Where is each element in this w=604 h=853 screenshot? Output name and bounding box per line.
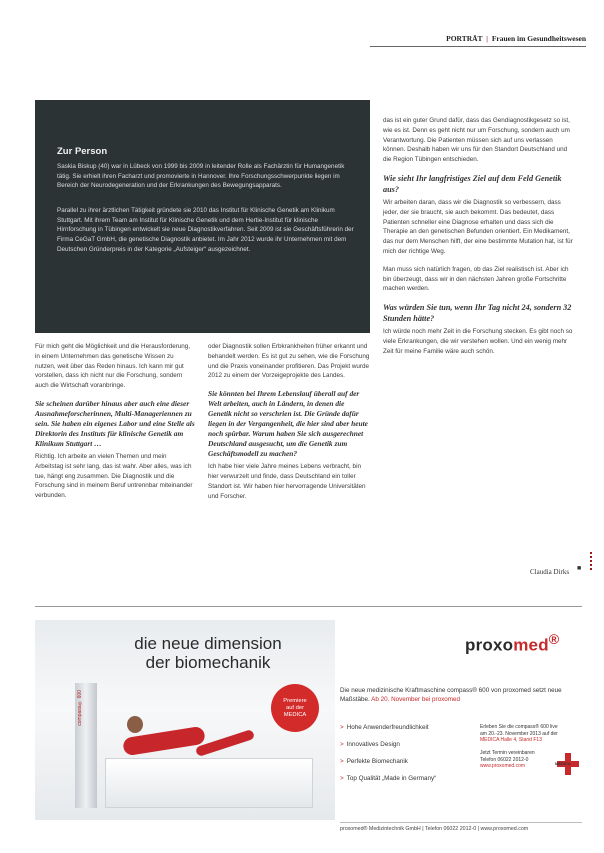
arrow-icon: > bbox=[340, 741, 344, 748]
article-column-2 bbox=[208, 342, 370, 509]
infobox-paragraph: Parallel zu ihrer ärztlichen Tätigkeit gründete sie 2010 das Institut für Klinische Genetik am Klinikum Stuttgart. Mit ihrem Team am Institut für Klinische Genetik und dem Hertie-Institut für klinische Hirnforschung in Tübingen entwickelt sie neue Diagnostikverfahren. Seit 2009 ist sie Geschäftsführerin der Firma CeGaT GmbH, die genetische Diagnostik anbietet. Im Jahr 2012 wurde ihr Unternehmen mit dem Deutschen Gründerpreis in der Kategorie „Aufsteiger“ ausgezeichnet. bbox=[57, 207, 354, 253]
person-infobox bbox=[35, 100, 370, 333]
article-paragraph: Für mich geht die Möglichkeit und die Herausforderung, in einem Unternehmen das genetische Wissen zu nutzen, weit über das Reden hinaus. Ich kann mir gut vorstellen, dass ich nicht nur die Forschung, sondern auch die Wirtschaft voranbringe. bbox=[35, 343, 191, 390]
visit-line: Erleben Sie die compass® 600 live bbox=[480, 724, 558, 730]
article-paragraph: Ich würde noch mehr Zeit in die Forschung stecken. Es gibt noch so viele Erkrankungen, die wir verstehen wollen. Und ein wenig mehr Zeit für meine Familie wäre auch schön. bbox=[383, 328, 573, 355]
section-label: PORTRÄT bbox=[446, 34, 483, 43]
list-item bbox=[340, 758, 475, 765]
infobox-paragraph: Saskia Biskup (40) war in Lübeck von 1999 bis 2009 in leitender Rolle als Fachärztin für Humangenetik tätig. Sie erhielt ihren Facharzt und promovierte in Hannover. Ihre Forschungsschwerpunkte liegen im Bereich der Neurodegeneration und der Erkrankungen des Bewegungsapparats. bbox=[57, 163, 345, 190]
article-paragraph: Richtig. Ich arbeite an vielen Themen und mein Arbeitstag ist sehr lang, das ist wahr. Aber alles, was ich tue, hängt eng zusammen. Die Diagnostik und die Forschung sind in meinem Beruf untrennbar miteinander verbunden. bbox=[35, 452, 193, 500]
ad-photo bbox=[35, 620, 335, 820]
list-item-text: Top Qualität „Made in Germany“ bbox=[346, 775, 437, 782]
ad-intro bbox=[340, 686, 582, 704]
article-paragraph: Ich habe hier viele Jahre meines Lebens verbracht, bin hier verwurzelt und finde, dass Deutschland ein toller Standort ist. Wir haben hier hervorragende Universitäten und Forscher. bbox=[208, 463, 366, 500]
article-column-1 bbox=[35, 342, 195, 509]
arrow-icon: > bbox=[340, 775, 344, 782]
arrow-icon: > bbox=[340, 758, 344, 765]
header-separator: | bbox=[486, 34, 488, 43]
infobox-title: Zur Person bbox=[57, 146, 108, 157]
list-item-text: Perfekte Biomechanik bbox=[346, 758, 408, 765]
list-item-text: Innovatives Design bbox=[346, 741, 400, 748]
ad-headline bbox=[93, 634, 323, 672]
ad-intro-text: Die neue medizinische Kraftmaschine compass® 600 bbox=[340, 687, 490, 694]
article-paragraph: Man muss sich natürlich fragen, ob das Ziel realistisch ist. Aber ich bin überzeugt, dass wir in den nächsten Jahren große Fortschritte machen werden. bbox=[383, 265, 569, 293]
interview-question: Wie sieht Ihr langfristiges Ziel auf dem Feld Genetik aus? bbox=[383, 173, 562, 194]
appointment-info bbox=[480, 750, 552, 770]
ad-separator-rule bbox=[35, 606, 582, 607]
appointment-line: Jetzt Termin vereinbaren bbox=[480, 750, 535, 756]
ad-intro-highlight: Ab 20. November bei proxomed bbox=[371, 696, 461, 703]
cross-label: MEDICA bbox=[555, 761, 571, 766]
list-item-text: Hohe Anwenderfreundlichkeit bbox=[346, 724, 429, 731]
list-item bbox=[340, 724, 475, 731]
appointment-line: Telefon 06022 2012-0 bbox=[480, 756, 529, 763]
visit-info bbox=[480, 724, 582, 744]
badge-line: Premiere bbox=[283, 697, 307, 704]
advertisement[interactable] bbox=[35, 620, 582, 834]
end-mark: ■ bbox=[577, 565, 582, 572]
article-paragraph: das ist ein guter Grund dafür, dass das Gendiagnostikgesetz so ist, wie es ist. Denn es geht nicht nur um Forschung, sondern auch um Verantwortung. Die Patienten müssen sich auf uns verlassen können. Deshalb haben wir uns für den Standort Deutschland und die Region Tübingen entschieden. bbox=[383, 117, 570, 164]
appointment-link[interactable]: www.proxomed.com bbox=[480, 763, 526, 770]
ad-headline-line: die neue dimension bbox=[134, 634, 282, 653]
visit-line: am 20.-23. November 2013 auf der bbox=[480, 730, 558, 737]
premiere-badge bbox=[271, 684, 319, 732]
section-topic: Frauen im Gesundheitswesen bbox=[491, 34, 586, 43]
article-paragraph: Wir arbeiten daran, dass wir die Diagnostik so verbessern, dass jeder, der sie braucht, sie auch bekommt. Das bedeutet, dass Patienten schneller eine Diagnose erhalten und dass sich die Therapie an den genetischen Befunden orientiert. Ein Medikament, das nur dem Menschen hilft, der eine bestimmte Mutation hat, ist für mich der richtige Weg. bbox=[383, 198, 573, 255]
arrow-icon: > bbox=[340, 724, 344, 731]
interview-question: Was würden Sie tun, wenn Ihr Tag nicht 24, sondern 32 Stunden hätte? bbox=[383, 303, 572, 324]
ad-footer: proxomed® Medizintechnik GmbH | Telefon 06022 2012-0 | www.proxomed.com bbox=[340, 822, 582, 832]
side-decoration bbox=[590, 552, 592, 570]
interview-question: Sie könnten bei Ihrem Lebenslauf überall auf der Welt arbeiten, auch in Ländern, in denen die Genetik nicht so verschrien ist. Die Gründe dafür liegen in der Vergangenheit, die hier sind aber heute noch spürbar. Warum haben Sie sich ausgerechnet Deutschland ausgesucht, um die Genetik zum Geschäftsmodell zu machen? bbox=[208, 389, 368, 459]
running-header bbox=[446, 34, 586, 43]
article-column-3 bbox=[383, 116, 573, 365]
ad-feature-list bbox=[340, 724, 475, 792]
person-head bbox=[127, 716, 143, 733]
logo-accent: med bbox=[513, 635, 549, 655]
interview-question: Sie scheinen darüber hinaus aber auch eine dieser Ausnahmeforscherinnen, Multi-Manageriennen zu sein. Sie haben ein eigenes Labor und eine Stelle als Direktorin des Instituts für klinische Genetik am Klinikum Stuttgart … bbox=[35, 398, 195, 448]
medica-cross-icon bbox=[557, 753, 579, 775]
badge-line: auf der bbox=[285, 704, 305, 711]
ad-headline-line: der biomechanik bbox=[145, 653, 271, 672]
proxomed-logo bbox=[465, 632, 559, 656]
visit-highlight: MEDICA Halle 4, Stand F13 bbox=[480, 737, 542, 744]
list-item bbox=[340, 775, 475, 782]
logo-mark: ® bbox=[548, 632, 560, 648]
header-rule bbox=[370, 46, 586, 47]
logo-main: proxo bbox=[465, 635, 514, 655]
training-bench bbox=[105, 758, 313, 808]
article-paragraph: oder Diagnostik sollen Erbkrankheiten früher erkannt und behandelt werden. Es ist gut zu sehen, wie die Forschung und die Praxis voneinander profitieren. Das Projekt wurde 2012 zu einem der Vorzeigeprojekte des Landes. bbox=[208, 343, 370, 380]
badge-line: MEDICA bbox=[283, 711, 307, 718]
device-label: compass® 600 bbox=[77, 690, 83, 726]
ad-intro-text: von proxomed setzt neue Maßstäbe. bbox=[340, 687, 562, 703]
author-signature: Claudia Dirks bbox=[530, 568, 570, 576]
list-item bbox=[340, 741, 475, 748]
